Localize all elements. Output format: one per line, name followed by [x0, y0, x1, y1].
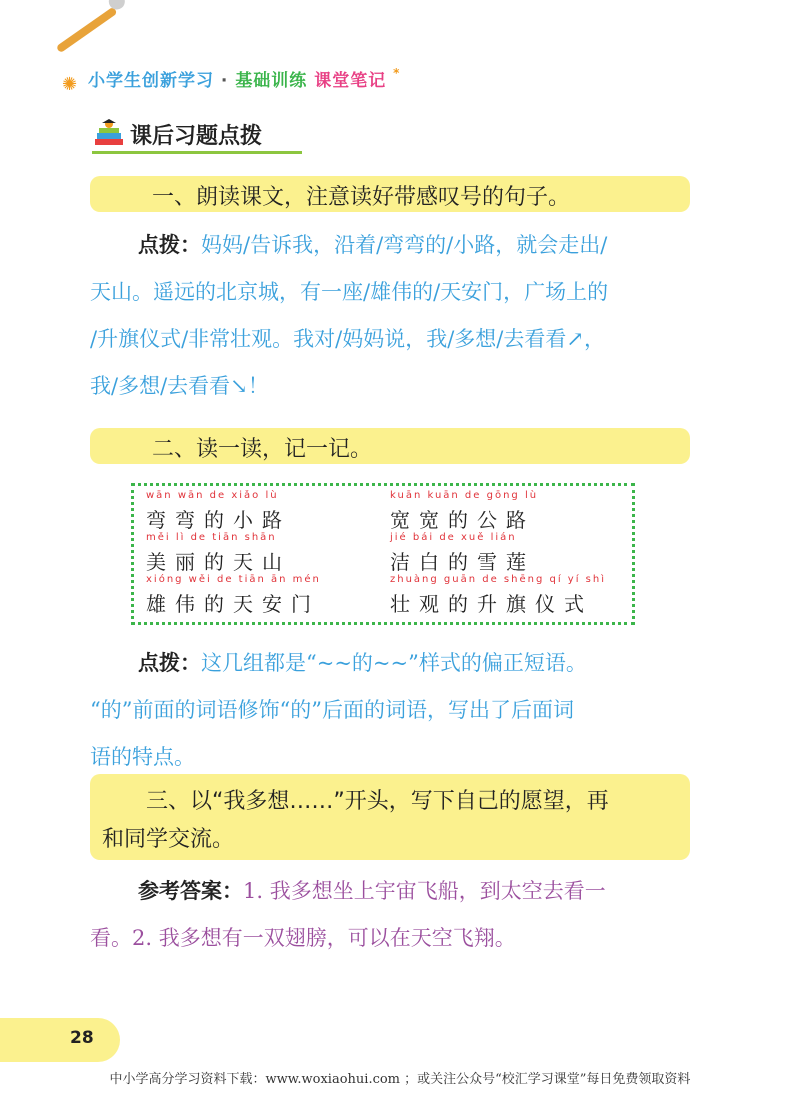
section-title: 课后习题点拨	[130, 124, 263, 149]
word-pinyin: xióng wěi de tiān ān mén	[146, 574, 321, 585]
page-number: 28	[70, 1028, 94, 1048]
header-part3: 课堂笔记	[314, 71, 387, 91]
question-3-text: 三、以“我多想……”开头，写下自己的愿望，再	[146, 789, 609, 814]
tip-line: /升旗仪式/非常壮观。我对/妈妈说，我/多想/去看看↗，	[90, 327, 605, 351]
tip-line: 天山。遥远的北京城，有一座/雄伟的/天安门，广场上的	[90, 280, 609, 304]
header-dot: ·	[220, 71, 229, 91]
answer-label: 参考答案：	[138, 879, 243, 903]
question-2-text: 二、读一读，记一记。	[152, 437, 373, 462]
word-pinyin: jié bái de xuě lián	[390, 532, 517, 543]
word-item	[146, 490, 291, 533]
header-part2: 基础训练	[235, 71, 308, 91]
brush-icon	[56, 7, 118, 54]
sun-icon: ✺	[62, 74, 78, 95]
question-1-text: 一、朗读课文，注意读好带感叹号的句子。	[152, 185, 571, 210]
word-pinyin: wān wān de xiǎo lù	[146, 490, 279, 501]
question-1-tip	[90, 222, 690, 410]
word-hanzi: 弯弯的小路	[146, 508, 291, 532]
header-part1: 小学生创新学习	[88, 71, 214, 91]
star-icon: *	[393, 66, 401, 80]
word-hanzi: 壮观的升旗仪式	[390, 592, 593, 616]
tip-line: 妈妈/告诉我，沿着/弯弯的/小路，就会走出/	[201, 233, 608, 257]
word-item	[146, 532, 291, 575]
section-underline	[92, 151, 302, 154]
word-pinyin: měi lì de tiān shān	[146, 532, 277, 543]
word-pinyin: zhuàng guān de shēng qí yí shì	[390, 574, 606, 585]
page-number-background	[0, 1018, 120, 1062]
footer-text: 中小学高分学习资料下载：www.woxiaohui.com ；或关注公众号“校汇学习课堂”每日免费领取资料	[109, 1072, 691, 1087]
word-hanzi: 雄伟的天安门	[146, 592, 320, 616]
word-box	[131, 483, 635, 625]
answer-line: 看。2. 我多想有一双翅膀，可以在天空飞翔。	[90, 926, 516, 950]
tip-label: 点拨：	[138, 651, 201, 675]
header-title	[88, 66, 400, 91]
word-item	[390, 532, 535, 575]
question-3-answer	[90, 868, 690, 962]
word-item	[390, 490, 538, 533]
word-item	[146, 574, 321, 617]
question-3-text: 和同学交流。	[102, 827, 235, 852]
tip-line: “的”前面的词语修饰“的”后面的词语，写出了后面词	[90, 698, 574, 722]
word-hanzi: 美丽的天山	[146, 550, 291, 574]
page-header	[40, 38, 460, 98]
word-hanzi: 宽宽的公路	[390, 508, 535, 532]
question-3-bar	[90, 774, 690, 860]
section-heading	[92, 117, 312, 157]
question-1-bar	[90, 176, 690, 212]
tip-label: 点拨：	[138, 233, 201, 257]
word-hanzi: 洁白的雪莲	[390, 550, 535, 574]
tip-line: 语的特点。	[90, 745, 195, 769]
word-item	[390, 574, 606, 617]
tip-line: 我/多想/去看看↘！	[90, 374, 269, 398]
books-icon	[92, 119, 126, 149]
word-pinyin: kuān kuān de gōng lù	[390, 490, 539, 501]
question-2-bar	[90, 428, 690, 464]
question-2-tip	[90, 640, 690, 781]
answer-line: 1. 我多想坐上宇宙飞船，到太空去看一	[243, 879, 606, 903]
tip-line: 这几组都是“~~的~~”样式的偏正短语。	[201, 651, 587, 675]
